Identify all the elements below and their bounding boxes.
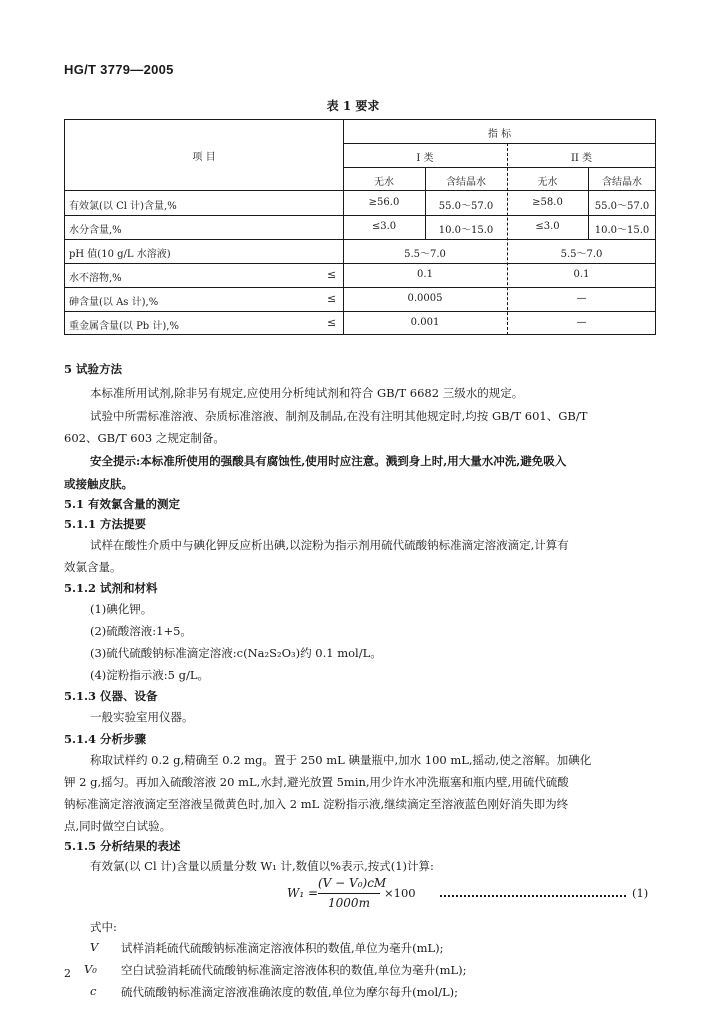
fraction-bar: [318, 893, 380, 894]
paragraph: 一般实验室用仪器。: [90, 710, 194, 724]
table-cell: 10.0～15.0: [438, 225, 494, 236]
le-symbol: ≤: [327, 268, 337, 281]
formula-lhs: W₁ =: [287, 886, 319, 900]
table-row-item: 水分含量,%: [69, 225, 122, 236]
table-cell: 0.001: [410, 317, 440, 328]
table-cell: ≤3.0: [535, 221, 560, 232]
table-cell: ≤3.0: [371, 221, 397, 232]
table-row-item: 有效氯(以 Cl 计)含量,%: [69, 201, 177, 212]
table-row-item: 重金属含量(以 Pb 计),%: [69, 321, 179, 332]
subheader-anhydrous: 无水: [537, 177, 558, 188]
formula-numerator: (V − V₀)cM: [318, 876, 387, 890]
variable-description: 硫代硫酸钠标准滴定溶液准确浓度的数值,单位为摩尔每升(mol/L);: [121, 985, 459, 999]
paragraph: 钾 2 g,摇匀。再加入硫酸溶液 20 mL,水封,避光放置 5min,用少许水冲洗瓶塞和瓶内壁,用硫代硫酸: [64, 775, 569, 789]
formula-denominator: 1000m: [328, 896, 370, 910]
section-5-1-4-title: 5.1.4 分析步骤: [64, 732, 147, 746]
table-cell: 10.0～15.0: [594, 225, 650, 236]
requirements-table: [64, 119, 656, 335]
safety-note: 安全提示:本标准所使用的强酸具有腐蚀性,使用时应注意。溅到身上时,用大量水冲洗,避免吸入: [90, 454, 567, 468]
subheader-crystal-water: 含结晶水: [446, 177, 486, 188]
table-row-item: pH 值(10 g/L 水溶液): [69, 249, 171, 260]
formula-tail: ×100: [384, 886, 416, 900]
table-cell: 0.0005: [407, 293, 443, 304]
table-cell: —: [576, 293, 587, 304]
variable-symbol: V₀: [84, 962, 97, 976]
paragraph: 试样在酸性介质中与碘化钾反应析出碘,以淀粉为指示剂用硫代硫酸钠标准滴定溶液滴定,计算有: [90, 538, 569, 552]
formula-number: (1): [632, 886, 649, 900]
paragraph: 有效氯(以 Cl 计)含量以质量分数 W₁ 计,数值以%表示,按式(1)计算:: [90, 859, 434, 873]
table-cell: ≥56.0: [368, 197, 400, 208]
table-cell: —: [576, 317, 587, 328]
paragraph: 称取试样约 0.2 g,精确至 0.2 mg。置于 250 mL 碘量瓶中,加水 100 mL,摇动,使之溶解。加碘化: [90, 753, 592, 767]
table-row-item: 砷含量(以 As 计),%: [69, 297, 159, 308]
section-5-1-5-title: 5.1.5 分析结果的表述: [64, 839, 181, 853]
list-item: (4)淀粉指示液:5 g/L。: [90, 668, 210, 682]
table-cell: 5.5～7.0: [404, 249, 446, 260]
table-cell: 0.1: [573, 269, 590, 280]
where-label: 式中:: [90, 920, 117, 934]
subheader-anhydrous: 无水: [374, 177, 394, 188]
section-5-1-3-title: 5.1.3 仪器、设备: [64, 689, 158, 703]
safety-note: 或接触皮肤。: [64, 477, 133, 491]
paragraph: 钠标准滴定溶液滴定至溶液呈微黄色时,加入 2 mL 淀粉指示液,继续滴定至溶液蓝色刚好消失即为终: [64, 797, 569, 811]
paragraph: 效氯含量。: [64, 560, 122, 574]
variable-description: 空白试验消耗硫代硫酸钠标准滴定溶液体积的数值,单位为毫升(mL);: [121, 963, 467, 977]
le-symbol: ≤: [327, 316, 337, 329]
table-cell: 0.1: [417, 269, 433, 280]
column-header-index: 指 标: [487, 129, 512, 140]
list-item: (1)碘化钾。: [90, 602, 153, 616]
paragraph: 试验中所需标准溶液、杂质标准溶液、制剂及制品,在没有注明其他规定时,均按 GB/T 601、GB/T: [90, 409, 588, 423]
variable-symbol: c: [90, 984, 97, 998]
section-5-1-1-title: 5.1.1 方法提要: [64, 517, 147, 531]
table-caption: 表 1 要求: [326, 99, 380, 113]
table-cell: 55.0～57.0: [438, 201, 494, 212]
paragraph: 602、GB/T 603 之规定制备。: [64, 431, 225, 445]
variable-symbol: V: [90, 940, 99, 954]
list-item: (3)硫代硫酸钠标准滴定溶液:c(Na₂S₂O₃)约 0.1 mol/L。: [90, 646, 382, 660]
paragraph: 点,同时做空白试验。: [64, 819, 172, 833]
leader-dots: [440, 895, 626, 897]
list-item: (2)硫酸溶液:1+5。: [90, 624, 192, 638]
section-5-1-2-title: 5.1.2 试剂和材料: [64, 581, 158, 595]
subheader-crystal-water: 含结晶水: [602, 177, 642, 188]
section-5-1-title: 5.1 有效氯含量的测定: [64, 497, 181, 511]
table-row-item: 水不溶物,%: [69, 273, 122, 284]
page-number: 2: [64, 967, 71, 980]
column-header-class1: I 类: [416, 153, 434, 164]
table-cell: 5.5～7.0: [560, 249, 603, 260]
table-cell: 55.0～57.0: [594, 201, 650, 212]
le-symbol: ≤: [327, 292, 337, 305]
column-header-item: 项 目: [192, 152, 216, 163]
table-cell: ≥58.0: [532, 197, 563, 208]
standard-number: HG/T 3779—2005: [64, 62, 174, 77]
column-header-class2: II 类: [570, 153, 593, 164]
paragraph: 本标准所用试剂,除非另有规定,应使用分析纯试剂和符合 GB/T 6682 三级水的规定。: [90, 386, 524, 400]
variable-description: 试样消耗硫代硫酸钠标准滴定溶液体积的数值,单位为毫升(mL);: [121, 941, 444, 955]
section-5-title: 5 试验方法: [64, 362, 123, 376]
